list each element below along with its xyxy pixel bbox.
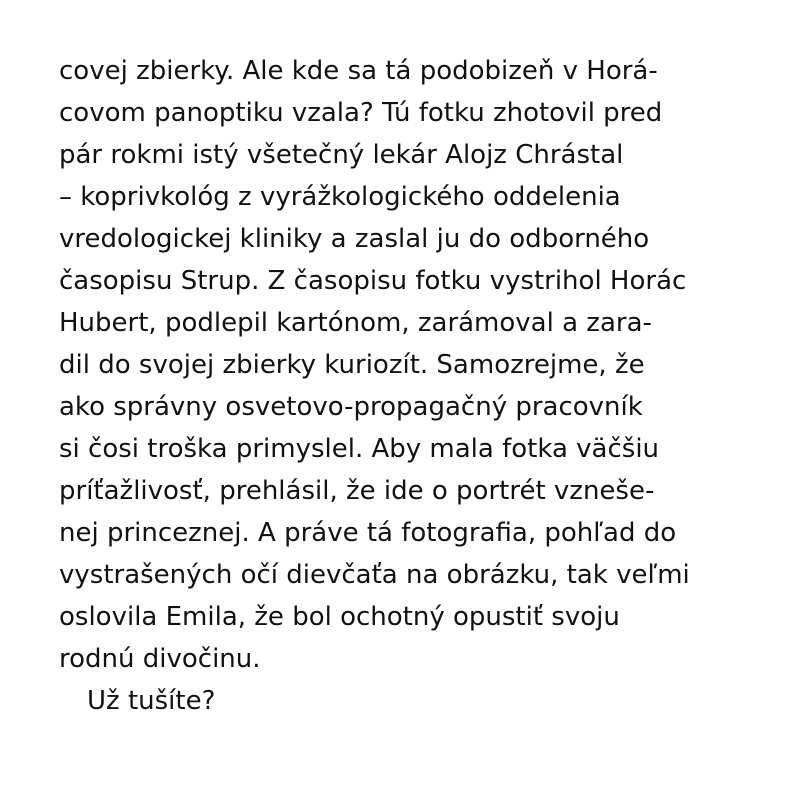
text-line: si čosi troška primyslel. Aby mala fotka väčšiu: [59, 434, 660, 464]
text-line: pár rokmi istý všetečný lekár Alojz Chrástal: [59, 140, 624, 170]
closing-line: Už tušíte?: [87, 686, 216, 716]
text-line: oslovila Emila, že bol ochotný opustiť svoju: [59, 602, 620, 632]
text-line: – koprivkológ z vyrážkologického oddelenia: [59, 182, 621, 212]
text-line: príťažlivosť, prehlásil, že ide o portrét vzneše-: [59, 476, 655, 506]
text-line: rodnú divočinu.: [59, 644, 261, 674]
text-line: Hubert, podlepil kartónom, zarámoval a zara-: [59, 308, 652, 338]
text-line: vredologickej kliniky a zaslal ju do odborného: [59, 224, 650, 254]
text-line: vystrašených očí dievčaťa na obrázku, tak veľmi: [59, 560, 690, 590]
text-line: ako správny osvetovo-propagačný pracovník: [59, 392, 643, 422]
text-line: časopisu Strup. Z časopisu fotku vystrihol Horác: [59, 266, 687, 296]
text-line: nej princeznej. A práve tá fotografia, pohľad do: [59, 518, 677, 548]
text-line: dil do svojej zbierky kuriozít. Samozrejme, že: [59, 350, 645, 380]
text-line: covej zbierky. Ale kde sa tá podobizeň v Horá-: [59, 56, 658, 86]
text-line: covom panoptiku vzala? Tú fotku zhotovil pred: [59, 98, 663, 128]
body-text: [59, 50, 749, 722]
